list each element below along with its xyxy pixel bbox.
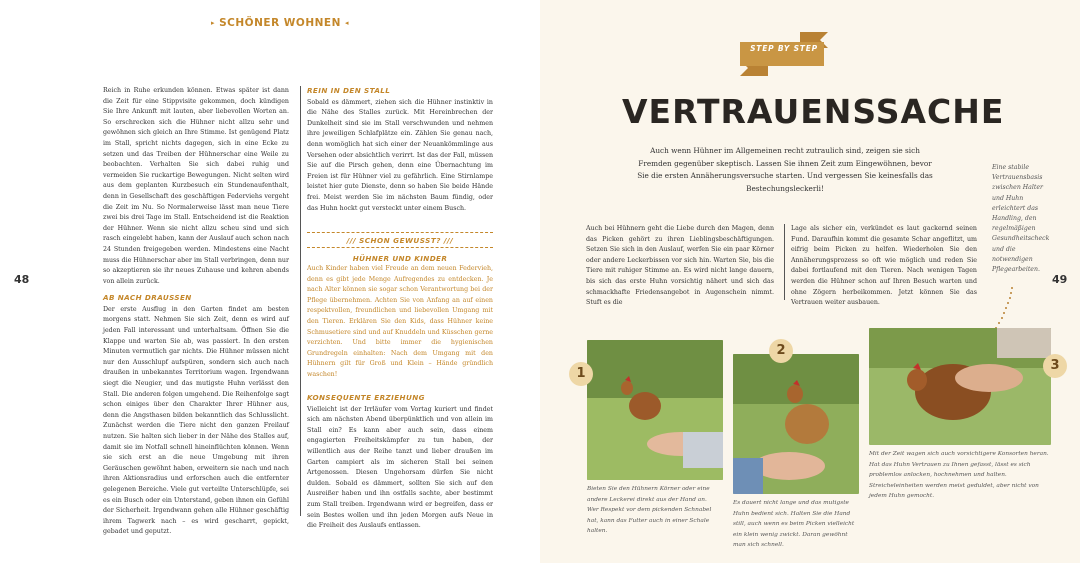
step-badge: 1 <box>569 362 593 386</box>
intro-text: Auch wenn Hühner im Allgemeinen recht zutraulich sind, zeigen sie sich Fremden gegenüber skeptisch. Lassen Sie ihnen Zeit zum Eingewöhnen, bevor Sie die ersten Annäherungsversuche starten. Und vergessen Sie keinesfalls das Bestechungsleckerli! <box>637 146 933 193</box>
right-column-2: Lage als sicher ein, verkündet es laut gackernd seinen Fund. Daraufhin kommt die gesamte Schar angeflitzt, um eifrig beim Picken zu helfen. Wiederholen Sie den Annäherungsprozess so oft wie möglich und reden Sie dabei fortlaufend mit den Tieren. Nach wenigen Tagen werden die Hühner schon auf Ihren Besuch warten und ohne Zögern herbeikommen. Jetzt können Sie das Vertrauen weiter ausbauen. <box>791 225 977 307</box>
box-rule-top <box>307 232 493 233</box>
column-divider <box>784 224 785 300</box>
info-box <box>307 232 493 378</box>
box-header: /// SCHON GEWUSST? /// <box>346 236 454 245</box>
box-title: HÜHNER UND KINDER <box>352 254 448 263</box>
section-heading: KONSEQUENTE ERZIEHUNG <box>307 393 425 402</box>
page-number: 48 <box>14 273 30 286</box>
step-caption: Mit der Zeit wagen sich auch vorsichtigere Konsorten heran. Hat das Huhn Vertrauen zu Ihnen gefasst, lässt es sich problemlos anlocken, hochnehmen und halten. Streicheleinheiten werden meist geduldet, aber nicht von jedem Huhn gemocht. <box>869 451 1049 500</box>
left-column-2-bottom <box>307 393 493 532</box>
photo-holding-hen <box>869 328 1051 445</box>
hen-photo-image <box>587 340 723 480</box>
photo-hen-eating-from-hand <box>587 340 723 480</box>
header-label: SCHÖNER WOHNEN <box>219 17 341 29</box>
intro-paragraph: Reich in Ruhe erkunden können. Etwas später ist dann die Zeit für eine Stippvisite gekommen, doch kündigen Sie Ihre Ankunft mit lauten, aber liebevollen Worten an. So erschrecken sich die Hühner nicht allzu sehr und gewöhnen sich gleich an Ihre Stimme. Ist genügend Platz im Stall, spricht nichts dagegen, sich in eine Ecke zu setzen und das Treiben der Hühnerschar eine Weile zu beobachten. Verhalten Sie sich dabei ruhig und vermeiden Sie ruckartige Bewegungen. Nicht selten wird aus dem geplanten Kurzbesuch ein Stundenaufenthalt, denn in Gesellschaft des geschäftigen Federviehs vergeht die Zeit im Nu. So Normalerweise lässt man neue Tiere zwei bis drei Tage im Stall. Entscheidend ist die Reaktion der Hühner. Wenn sie nicht allzu scheu sind und sich rasch eingelebt haben, kann der Auslauf auch schon nach 24 Stunden freigegeben werden. Mindestens eine Nacht muss die Hühnerschar aber im Stall verbringen, denn nur so akzeptieren sie ihr neues Zuhause und kehren abends von allein zurück. <box>103 87 289 285</box>
section-paragraph: Der erste Ausflug in den Garten findet am besten morgens statt. Nehmen Sie sich Zeit, denn es wird auf jeden Fall interessant und unterhaltsam. Öffnen Sie die Klappe und warten Sie ab, was passiert. In den ersten Minuten vermutlich gar nichts. Die Hühner müssen nicht nur den Ausschlupf aufspüren, sondern sich auch nach draußen in unbekanntes Territorium wagen. Irgendwann siegt die Neugier, und das mutigste Huhn verlässt den Stall. Die anderen folgen umgehend. Die Reihenfolge sagt schon einiges über den Charakter Ihrer Hühner aus, denn die Angsthasen bilden bekanntlich das Schlusslicht. Zunächst werden die Tiere nicht den ganzen Freilauf nutzen. Sie halten sich lieber in der Nähe des Stalles auf, damit sie im Notfall schnell hineinflüchten können. Wenn sie sich erst an die neue Umgebung mit ihren Geräuschen gewöhnt haben, erweitern sie nach und nach ihren Aktionsradius und erforschen auch die entfernter gelegenen Bereiche. Viele gut verteilte Unterschlüpfe, sei es ein Busch oder ein Unterstand, geben ihnen ein Gefühl der Sicherheit. Irgendwann gehen alle Hühner geschäftig ihrem Tagwerk nach – es wird gescharrt, gepickt, gebadet und geputzt. <box>103 305 289 536</box>
step-badge: 3 <box>1043 354 1067 378</box>
right-column-1: Auch bei Hühnern geht die Liebe durch den Magen, denn das Picken gehört zu ihren Lieblingsbeschäftigungen. Setzen Sie sich in den Auslauf, werfen Sie ein paar Körner oder andere Leckerbissen vor sich hin. Warten Sie, bis die Tiere mit ruhiger Stimme an. Es wird nicht lange dauern, bis sich das erste Huhn vorsichtig nähert und sich das schmackhafte Friedensangebot in Augenschein nimmt. Stuft es die <box>586 225 774 307</box>
banner-label: STEP BY STEP <box>750 44 818 53</box>
section-heading: AB NACH DRAUSSEN <box>103 293 192 303</box>
column-divider <box>300 86 301 516</box>
box-text: Auch Kinder haben viel Freude an dem neuen Federvieh, denn es gibt jede Menge Aufregendes zu entdecken. Je nach Alter können sie sogar schon Verantwortung bei der Pflege übernehmen. Achten Sie von Anfang an auf einen respektvollen, freundlichen und liebevollen Umgang mit den Tieren. Erklären Sie den Kids, dass Hühner keine Schmusetiere sind und auf Knuddeln und Küsschen gerne verzichten. Und bitte immer die hygienischen Grundregeln einhalten: Nach dem Umgang mit den Hühnern gilt für Groß und Klein – Hände gründlich waschen! <box>307 265 493 378</box>
page-number: 49 <box>1052 273 1068 286</box>
section-paragraph: Sobald es dämmert, ziehen sich die Hühner instinktiv in die Nähe des Stalles zurück. Mit Hereinbrechen der Dunkelheit sind sie im Stall verschwunden und nehmen ihre jeweiligen Schlafplätze ein. Zählen Sie genau nach, denn womöglich hat sich einer der Neuankömmlinge aus Versehen oder absichtlich verirrt. Ist das der Fall, müssen Sie auf die Pirsch gehen, denn eine Übernachtung im Freien ist für Hühner viel zu gefährlich. Eine Stirnlampe leistet hier gute Dienste, denn so haben Sie beide Hände frei. Meist werden Sie im nächsten Baum fündig, oder das Huhn hockt gut versteckt unter einem Busch. <box>307 98 493 212</box>
photo-hen-pecking-grain <box>733 354 859 494</box>
step-caption: Bieten Sie den Hühnern Körner oder eine andere Leckerei direkt aus der Hand an. Wer Respekt vor dem pickenden Schnabel hat, kann das Futter auch in einer Schale halten. <box>587 486 712 535</box>
banner-ribbon-icon <box>736 32 832 76</box>
right-page <box>540 0 1080 563</box>
left-column-2 <box>307 86 493 214</box>
step-caption: Es dauert nicht lange und das mutigste Huhn bedient sich. Halten Sie die Hand still, auch wenn es beim Picken vielleicht ein klein wenig zwickt. Daran gewöhnt man sich schnell. <box>733 500 855 549</box>
section-paragraph: Vielleicht ist der Irrläufer vom Vortag kuriert und findet sich am nächsten Abend überpünktlich und von allein im Stall ein? Es kann aber auch sein, dass einem engagierten Freiheitskämpfer zu tun haben, der willentlich aus der Reihe tanzt und lieber draußen im Garten campiert als im sicheren Stall bei seinen Artgenossen. Diesen Ungehorsam dürfen Sie nicht dulden. Sobald es dämmert, sollten Sie sich auf den Ausreißer haben und ihn ostfalls sachte, aber bestimmt zum Stall treiben. Irgendwann wird er begreifen, dass er sein Bestes wollen und ihn jeden Morgen aufs Neue in die Freiheit des Auslaufs entlassen. <box>307 405 493 530</box>
hen-photo-image <box>733 354 859 494</box>
page-header <box>200 17 360 29</box>
hen-photo-image <box>869 328 1051 445</box>
triangle-right-icon: ▸ <box>210 19 215 27</box>
dotted-connector-icon <box>992 286 1016 330</box>
side-note: Eine stabile Vertrauensbasis zwischen Halter und Huhn erleichtert das Handling, den regelmäßigen Gesundheitscheck und die notwendigen Pflegearbeiten. <box>992 164 1050 274</box>
page-title: VERTRAUENSSACHE <box>622 92 1005 131</box>
step-banner <box>736 32 826 74</box>
box-rule-mid <box>307 247 493 248</box>
triangle-left-icon: ◂ <box>345 19 350 27</box>
left-column-1 <box>103 86 289 538</box>
section-heading: REIN IN DEN STALL <box>307 86 391 95</box>
step-badge: 2 <box>769 339 793 363</box>
